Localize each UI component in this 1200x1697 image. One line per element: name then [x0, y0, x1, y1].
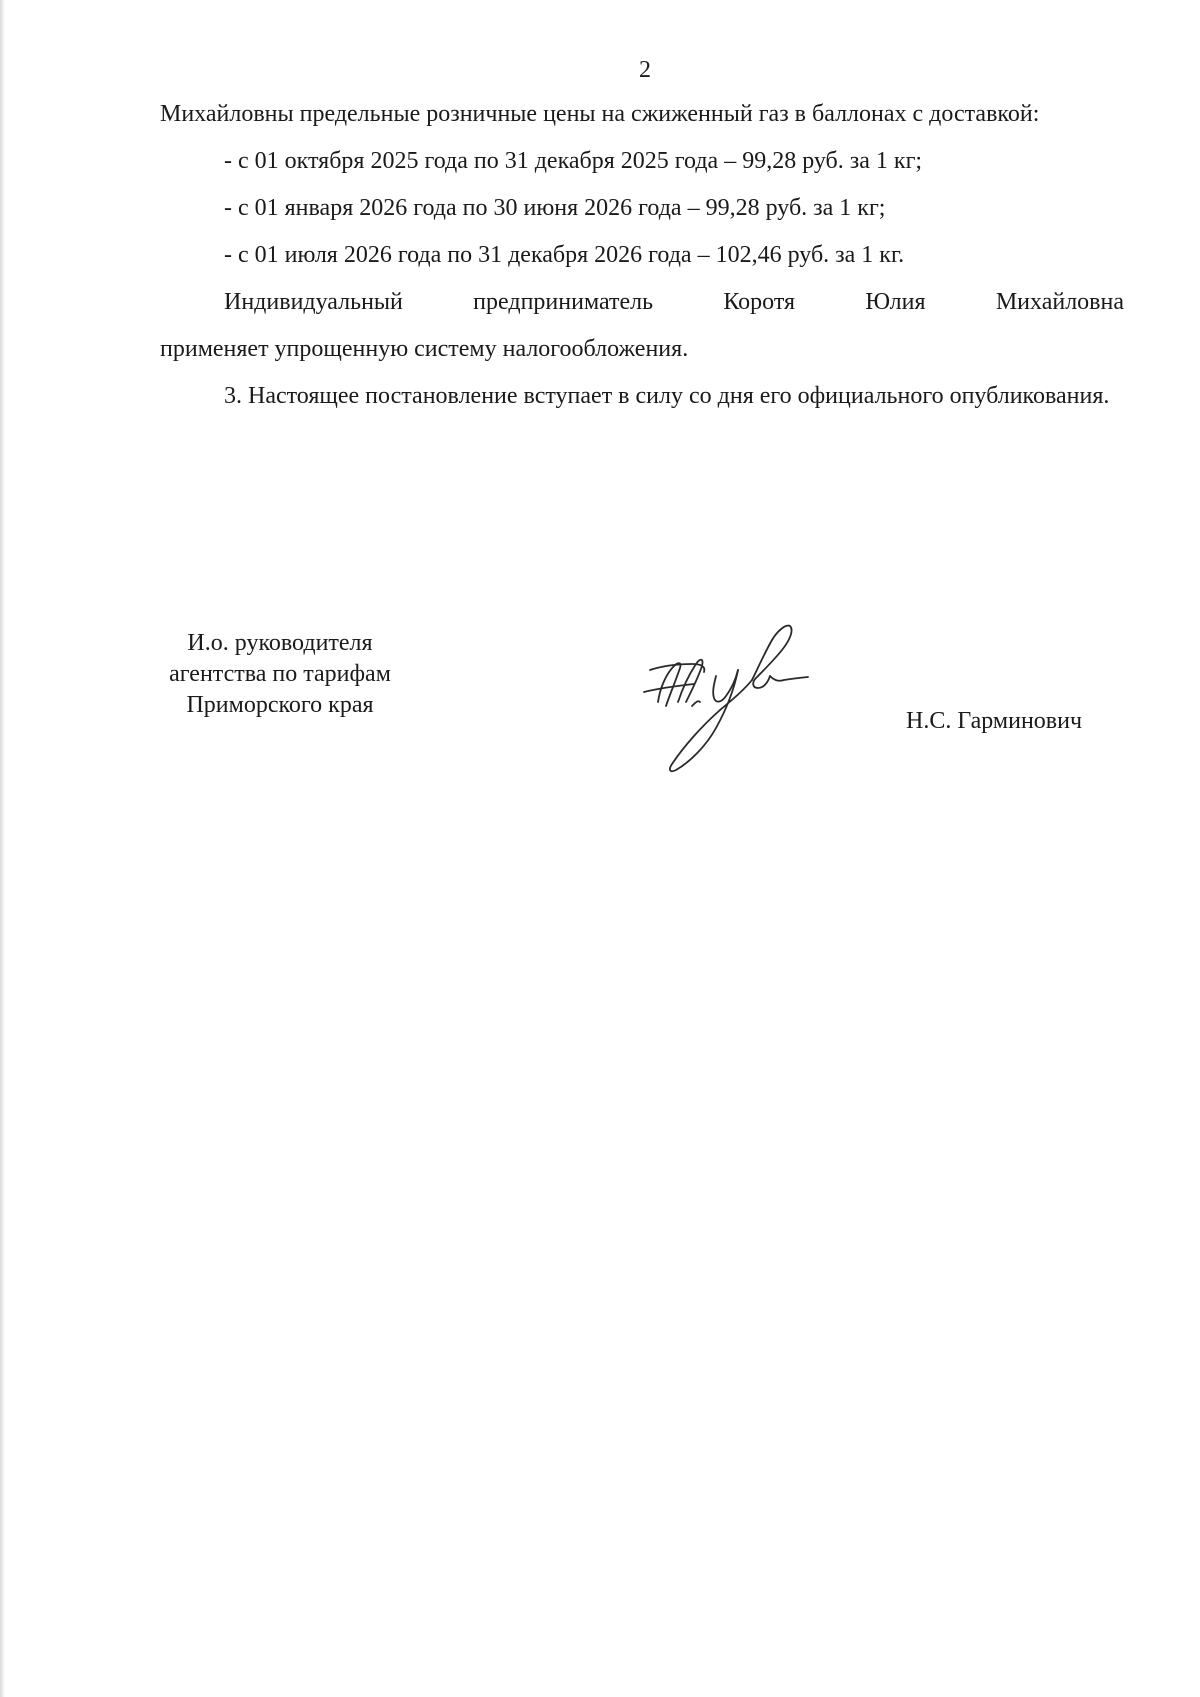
handwritten-signature	[640, 610, 820, 780]
document-body	[160, 91, 1124, 420]
price-item: - с 01 июля 2026 года по 31 декабря 2026 года – 102,46 руб. за 1 кг.	[224, 242, 905, 268]
scan-edge	[0, 0, 5, 1697]
signatory-name: Н.С. Гарминович	[906, 708, 1083, 734]
page-number: 2	[639, 57, 651, 83]
signatory-position	[130, 628, 430, 721]
paragraph-entrepreneur-tax: применяет упрощенную систему налогообложения.	[160, 336, 689, 362]
paragraph-effective-date: 3. Настоящее постановление вступает в силу со дня его официального опубликования.	[224, 383, 1110, 409]
position-line: И.о. руководителя	[187, 630, 373, 656]
price-item: - с 01 октября 2025 года по 31 декабря 2025 года – 99,28 руб. за 1 кг;	[224, 148, 923, 174]
position-line: агентства по тарифам	[169, 661, 391, 687]
price-item: - с 01 января 2026 года по 30 июня 2026 года – 99,28 руб. за 1 кг;	[224, 195, 886, 221]
position-line: Приморского края	[186, 692, 374, 718]
paragraph-entrepreneur-line: Индивидуальный предприниматель Коротя Юлия Михайловна	[224, 289, 1124, 315]
paragraph-prices-intro: Михайловны предельные розничные цены на сжиженный газ в баллонах с доставкой:	[160, 101, 1040, 127]
